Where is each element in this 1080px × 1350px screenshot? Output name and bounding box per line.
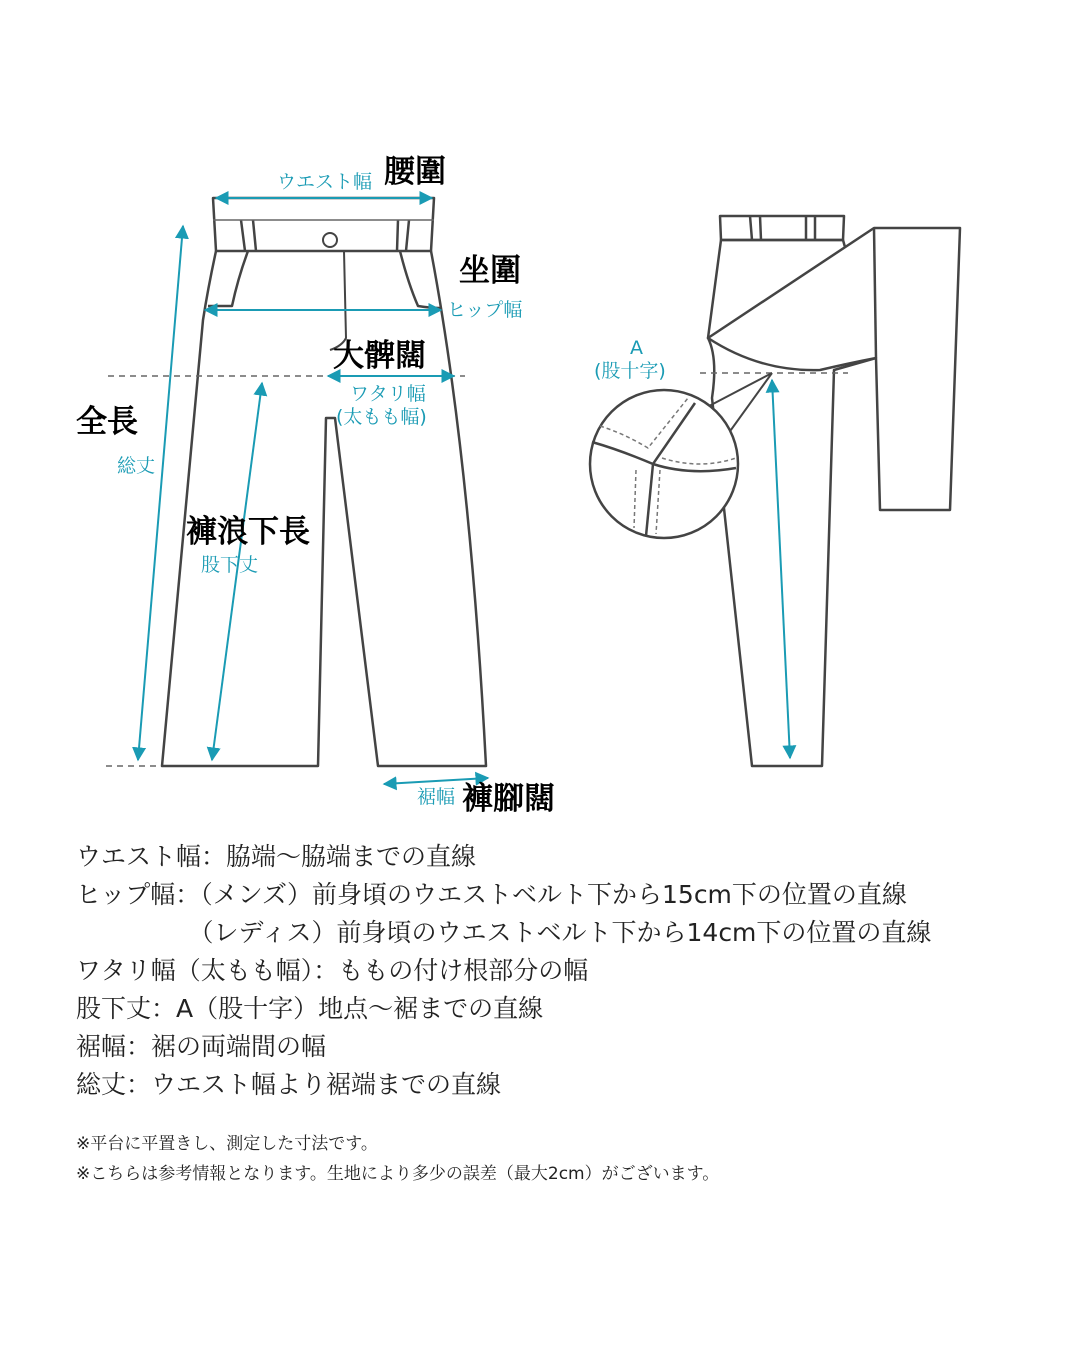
footnote: ※こちらは参考情報となります。生地により多少の誤差（最大2cm）がございます。 (76, 1164, 720, 1184)
note-line: 股下丈：A（股十字）地点～裾までの直線 (76, 994, 544, 1023)
footnote: ※平台に平置きし、測定した寸法です。 (76, 1134, 378, 1154)
crotch-point-label: A (630, 337, 643, 359)
front-pants-outline (162, 198, 486, 766)
note-line: ワタリ幅（太もも幅）：ももの付け根部分の幅 (76, 956, 589, 985)
side-inseam-measure-line (772, 380, 790, 758)
inseam-label-zh: 褲浪下長 (186, 514, 310, 550)
note-line: ウエスト幅：脇端～脇端までの直線 (76, 842, 477, 871)
length-label-zh: 全長 (76, 404, 138, 440)
hip-label-jp: ヒップ幅 (447, 299, 523, 321)
note-line: ヒップ幅：（メンズ）前身頃のウエストベルト下から15cm下の位置の直線 (76, 880, 907, 909)
hem-label-zh: 褲腳闊 (462, 781, 555, 817)
thigh-label-jp-2: (太もも幅) (336, 406, 427, 428)
side-pants-outline (708, 216, 960, 766)
length-label-jp: 総丈 (117, 455, 156, 477)
waist-label-zh: 腰圍 (384, 154, 446, 190)
total-length-measure-line (138, 226, 183, 760)
pants-diagram (0, 154, 1080, 838)
waist-label-jp: ウエスト幅 (277, 171, 373, 193)
note-line: 裾幅：裾の両端間の幅 (76, 1032, 327, 1061)
hip-label-zh: 坐圍 (459, 253, 521, 289)
size-chart-card (0, 154, 1080, 1188)
inseam-label-jp: 股下丈 (201, 554, 259, 576)
note-line: 総丈：ウエスト幅より裾端までの直線 (76, 1070, 502, 1099)
note-line: （レディス）前身頃のウエストベルト下から14cm下の位置の直線 (76, 918, 932, 947)
button-icon (323, 233, 337, 247)
crotch-zoom-circle (590, 373, 772, 538)
thigh-label-jp-1: ワタリ幅 (350, 383, 426, 405)
crotch-point-sublabel: (股十字) (594, 360, 666, 382)
thigh-label-zh: 大髀闊 (333, 338, 426, 374)
hem-label-jp: 裾幅 (417, 786, 456, 808)
